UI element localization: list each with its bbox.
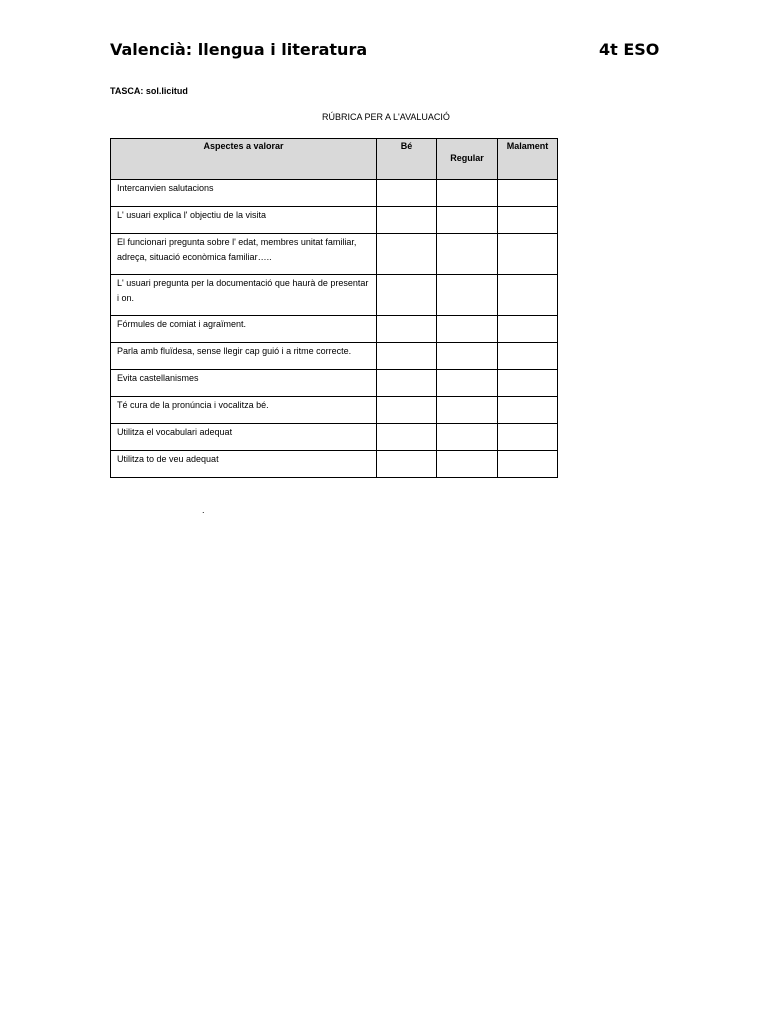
- bad-cell[interactable]: [498, 316, 558, 343]
- regular-cell[interactable]: [437, 180, 498, 207]
- good-cell[interactable]: [377, 343, 437, 370]
- good-cell[interactable]: [377, 234, 437, 275]
- regular-cell[interactable]: [437, 451, 498, 478]
- column-header-aspects: Aspectes a valorar: [111, 139, 377, 180]
- table-row: [111, 316, 558, 343]
- page-title: Valencià: llengua i literatura: [110, 40, 368, 59]
- table-row: [111, 180, 558, 207]
- good-cell[interactable]: [377, 397, 437, 424]
- good-cell[interactable]: [377, 180, 437, 207]
- table-row: [111, 234, 558, 275]
- column-header-good: Bé: [377, 139, 437, 180]
- good-cell[interactable]: [377, 207, 437, 234]
- bad-cell[interactable]: [498, 424, 558, 451]
- column-header-bad: Malament: [498, 139, 558, 180]
- good-cell[interactable]: [377, 451, 437, 478]
- bad-cell[interactable]: [498, 207, 558, 234]
- footer-mark: .: [202, 505, 205, 515]
- bad-cell[interactable]: [498, 343, 558, 370]
- regular-cell[interactable]: [437, 424, 498, 451]
- task-label: TASCA: sol.licitud: [110, 86, 188, 96]
- regular-cell[interactable]: [437, 316, 498, 343]
- bad-cell[interactable]: [498, 370, 558, 397]
- good-cell[interactable]: [377, 424, 437, 451]
- aspect-cell: Intercanvien salutacions: [111, 180, 377, 207]
- column-header-regular: Regular: [437, 139, 498, 180]
- aspect-cell: Utilitza to de veu adequat: [111, 451, 377, 478]
- table-row: [111, 343, 558, 370]
- regular-cell[interactable]: [437, 397, 498, 424]
- bad-cell[interactable]: [498, 180, 558, 207]
- aspect-cell: Utilitza el vocabulari adequat: [111, 424, 377, 451]
- table-header-row: [111, 139, 558, 180]
- regular-cell[interactable]: [437, 207, 498, 234]
- aspect-cell: L' usuari explica l' objectiu de la visita: [111, 207, 377, 234]
- aspect-cell: El funcionari pregunta sobre l' edat, membres unitat familiar, adreça, situació econòmica familiar…..: [111, 234, 377, 275]
- table-row: [111, 370, 558, 397]
- aspect-cell: Fórmules de comiat i agraïment.: [111, 316, 377, 343]
- bad-cell[interactable]: [498, 275, 558, 316]
- rubric-table: [110, 138, 558, 478]
- good-cell[interactable]: [377, 370, 437, 397]
- table-row: [111, 424, 558, 451]
- regular-cell[interactable]: [437, 370, 498, 397]
- grade-label: 4t ESO: [599, 40, 660, 59]
- regular-cell[interactable]: [437, 343, 498, 370]
- bad-cell[interactable]: [498, 451, 558, 478]
- aspect-cell: Parla amb fluïdesa, sense llegir cap guió i a ritme correcte.: [111, 343, 377, 370]
- table-row: [111, 451, 558, 478]
- good-cell[interactable]: [377, 275, 437, 316]
- rubric-title: RÚBRICA PER A L'AVALUACIÓ: [322, 112, 450, 122]
- good-cell[interactable]: [377, 316, 437, 343]
- aspect-cell: L' usuari pregunta per la documentació que haurà de presentar i on.: [111, 275, 377, 316]
- table-row: [111, 207, 558, 234]
- table-row: [111, 397, 558, 424]
- bad-cell[interactable]: [498, 397, 558, 424]
- bad-cell[interactable]: [498, 234, 558, 275]
- regular-cell[interactable]: [437, 234, 498, 275]
- aspect-cell: Evita castellanismes: [111, 370, 377, 397]
- regular-cell[interactable]: [437, 275, 498, 316]
- aspect-cell: Té cura de la pronúncia i vocalitza bé.: [111, 397, 377, 424]
- table-row: [111, 275, 558, 316]
